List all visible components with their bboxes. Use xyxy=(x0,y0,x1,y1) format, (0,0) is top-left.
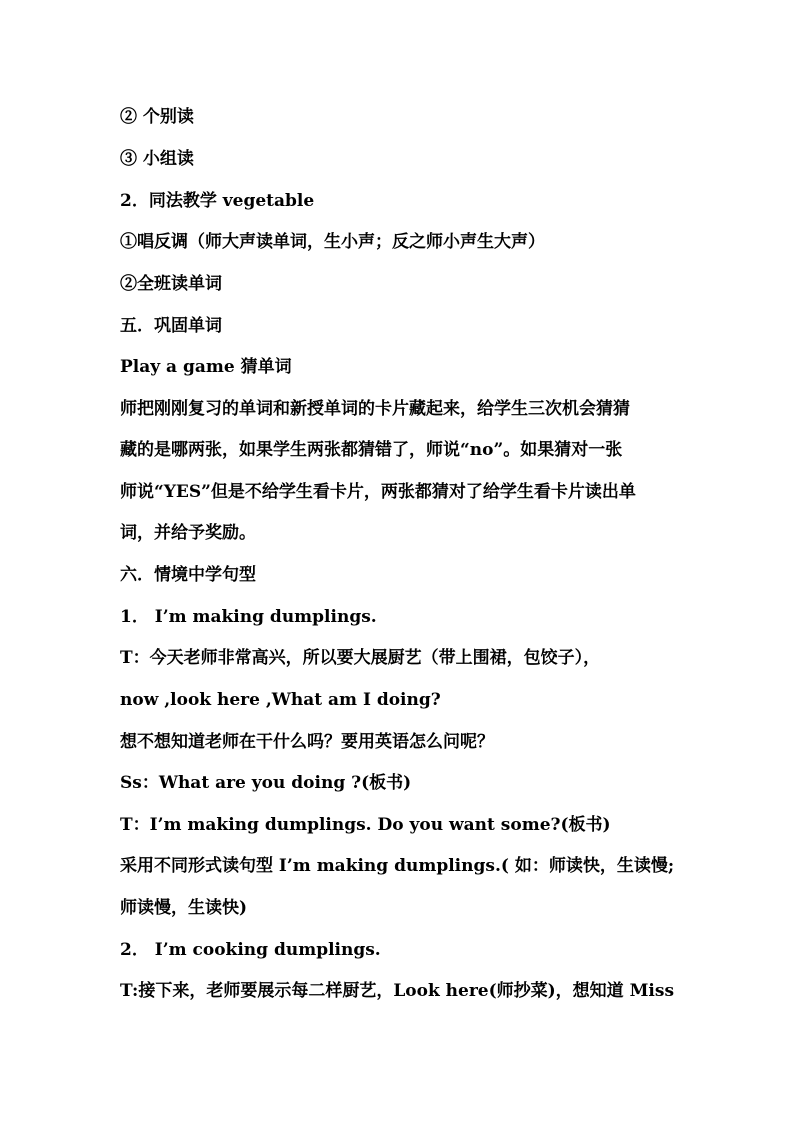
dialogue-line: now ,look here ,What am I doing? xyxy=(120,690,441,710)
list-item-individual-reading: ② 个别读 xyxy=(120,107,194,127)
list-item-group-reading: ③ 小组读 xyxy=(120,149,194,169)
paragraph-line: 词，并给予奖励。 xyxy=(120,523,256,543)
list-item-whole-class-reading: ②全班读单词 xyxy=(120,274,222,294)
step-heading-cooking-dumplings: 2． I’m cooking dumplings. xyxy=(120,940,381,960)
section-heading-consolidate-words: 五．巩固单词 xyxy=(120,316,222,336)
paragraph-line: 师把刚刚复习的单词和新授单词的卡片藏起来，给学生三次机会猜猜 xyxy=(120,399,630,419)
dialogue-line: 想不想知道老师在干什么吗？要用英语怎么问呢？ xyxy=(120,732,494,752)
paragraph-line: 师读慢，生读快) xyxy=(120,898,248,918)
step-heading-making-dumplings: 1． I’m making dumplings. xyxy=(120,607,377,627)
paragraph-line: 师说“YES”但是不给学生看卡片，两张都猜对了给学生看卡片读出单 xyxy=(120,482,636,502)
dialogue-line: T:接下来，老师要展示每二样厨艺，Look here(师抄菜)，想知道 Miss xyxy=(120,981,675,1001)
paragraph-line: 采用不同形式读句型 I’m making dumplings.( 如：师读快，生读慢; xyxy=(120,856,675,876)
paragraph-line: 藏的是哪两张，如果学生两张都猜错了，师说“no”。如果猜对一张 xyxy=(120,440,623,460)
dialogue-line: T：I’m making dumplings. Do you want some?(板书) xyxy=(120,815,611,835)
step-heading-vegetable: 2．同法教学 vegetable xyxy=(120,191,315,211)
section-heading-sentence-patterns: 六．情境中学句型 xyxy=(120,565,256,585)
list-item-contrary-singing: ①唱反调（师大声读单词，生小声；反之师小声生大声） xyxy=(120,232,545,252)
activity-title-guess-words: Play a game 猜单词 xyxy=(120,357,292,377)
dialogue-line: Ss：What are you doing ?(板书) xyxy=(120,773,412,793)
dialogue-line: T：今天老师非常高兴，所以要大展厨艺（带上围裙，包饺子）， xyxy=(120,648,601,668)
